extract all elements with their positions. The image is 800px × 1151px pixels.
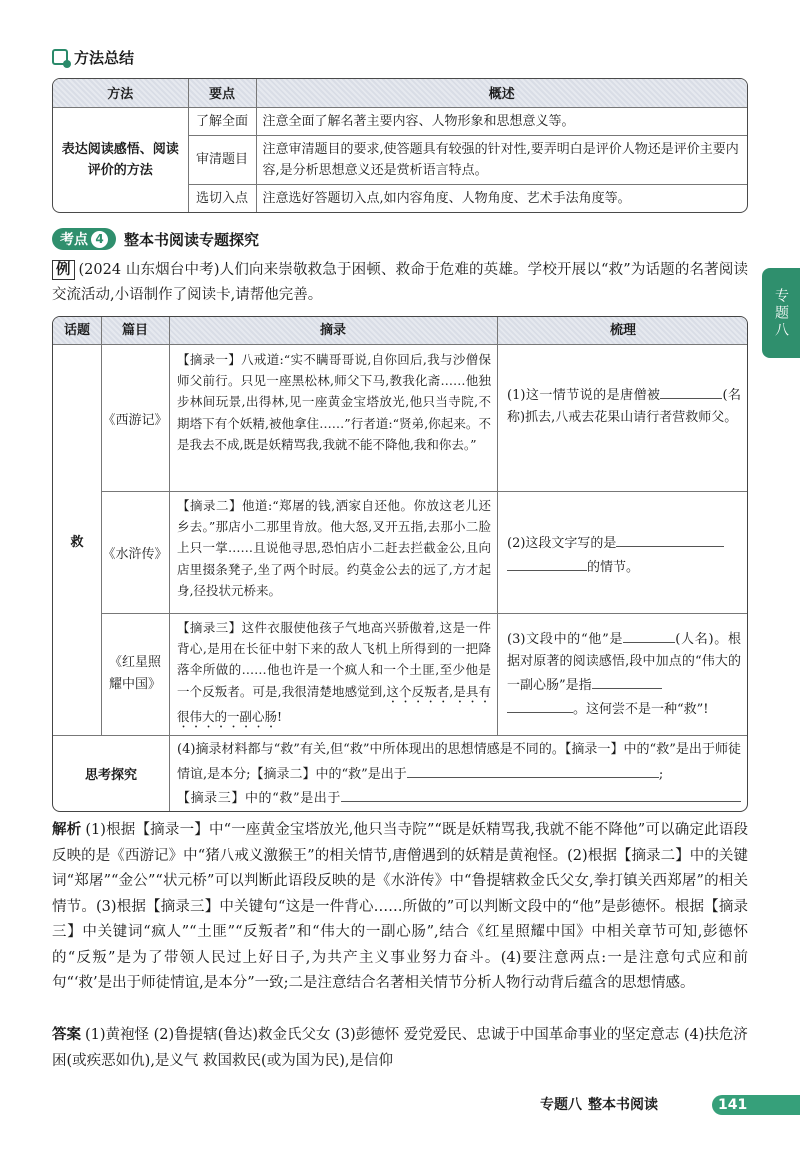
question-cell [507,531,741,579]
answer-blank[interactable] [341,786,741,802]
header-overview: 概述 [256,79,747,107]
emphasized-text: 这个反叛者,是具有很伟大的一副心肠! [177,683,491,724]
page-number: 141 [712,1095,800,1115]
method-name: 表达阅读感悟、阅读评价的方法 [53,107,188,212]
answer-blank[interactable] [507,697,573,713]
point-cell: 了解全面 [188,107,256,135]
card-header-sort: 梳理 [609,323,636,338]
method-summary-title: 方法总结 [74,48,135,67]
chapter-side-tab[interactable]: 专题八 [762,268,800,358]
question-text: 的情节。 [587,560,640,575]
question-text: (人名)。根据对原著的阅读感悟,段中加点的“伟大的一副心肠”是指 [507,632,741,693]
header-method: 方法 [53,79,188,107]
example-text: (2024 山东烟台中考)人们向来崇敬救急于困顿、救命于危难的英雄。学校开展以“救”为话题的名著阅读交流活动,小语制作了阅读卡,请帮他完善。 [52,262,748,303]
answer-section [52,1023,748,1074]
question-cell [507,627,741,721]
answer-blank[interactable] [616,531,724,547]
desc-cell: 注意全面了解名著主要内容、人物形象和思想意义等。 [256,107,747,135]
question-text: 。这何尝不是一种“救”! [573,702,709,717]
method-summary-table [52,78,748,213]
answer-blank[interactable] [592,673,662,689]
question-text: (3)文段中的“他”是 [507,632,624,647]
card-header-excerpt: 摘录 [319,323,346,338]
think-text: (4)摘录材料都与“救”有关,但“救”中所体现出的思想情感是不同的。【摘录一】中的“救”是出于师徒情谊,是本分;【摘录二】中的“救”是出于 [177,742,741,782]
book-cell: 《西游记》 [102,412,168,428]
think-text: 【摘录三】中的“救”是出于 [177,791,341,806]
topic-cell: 救 [70,534,84,550]
analysis-section [52,818,748,997]
answer-blank[interactable] [660,383,722,399]
desc-cell: 注意审清题目的要求,使答题具有较强的针对性,要弄明白是评价人物还是评价主要内容,是分析思想意义还是赏析语言特点。 [256,135,747,184]
section-tag: 考点 [60,232,88,248]
question-text: (2)这段文字写的是 [507,536,617,551]
section-number: 4 [91,231,108,248]
think-punct: ; [658,766,664,782]
card-header-topic: 话题 [63,323,90,338]
point-cell: 审清题目 [188,135,256,184]
desc-cell: 注意选好答题切入点,如内容角度、人物角度、艺术手法角度等。 [256,184,747,212]
section-badge [52,228,116,250]
header-point: 要点 [188,79,256,107]
point-cell: 选切入点 [188,184,256,212]
analysis-text: (1)根据【摘录一】中“一座黄金宝塔放光,他只当寺院”“既是妖精骂我,我就不能不降他”可以确定此语段反映的是《西游记》中“猪八戒义激猴王”的相关情节,唐僧遇到的妖精是黄袍怪。(2)根据【摘录二】中的关键词“郑屠”“金公”“状元桥”可以判断此语段反映的是《水浒传》中“鲁提辖救金氏父女,拳打镇关西郑屠”的相关情节。(3)根据【摘录三】中关键句“这是一件背心……所做的”可以判断文段中的“他”是彭德怀。根据【摘录三】中关键词“疯人”“土匪”“反叛者”和“伟大的一副心肠”,结合《红星照耀中国》中相关章节可知,彭德怀的“反叛”是为了带领人民过上好日子,为共产主义事业努力奋斗。(4)要注意两点:一是注意句式应和前句“‘救’是出于师徒情谊,是本分”一致;二是注意结合名著相关情节分析人物行动背后蕴含的思想情感。 [52,822,749,991]
clipboard-icon [52,49,68,65]
method-summary-header [52,46,134,68]
section-heading: 整本书阅读专题探究 [124,230,260,249]
book-cell: 《水浒传》 [102,546,168,562]
answer-blank[interactable] [507,555,587,571]
answer-text: (1)黄袍怪 (2)鲁提辖(鲁达)救金氏父女 (3)彭德怀 爱党爱民、忠诚于中国革命事业的坚定意志 (4)扶危济困(或疾恶如仇),是义气 救国救民(或为国为民),是信仰 [52,1027,748,1069]
excerpt-cell: 【摘录二】他道:“郑屠的钱,洒家自还他。你放这老儿还乡去。”那店小二那里肯放。他大怒,叉开五指,去那小二脸上只一掌……且说他寻思,恐怕店小二赶去拦截金公,且向店里掇条凳子,坐了两个时辰。约莫金公去的远了,方才起身,径投状元桥来。 [177,498,491,598]
think-cell [177,739,741,812]
book-cell: 《红星照耀中国》 [109,655,162,692]
section-title [52,227,259,251]
analysis-label: 解析 [52,822,82,838]
excerpt-cell: 【摘录一】八戒道:“实不瞒哥哥说,自你回后,我与沙僧保师父前行。只见一座黑松林,师父下马,教我化斋……他独步林间玩景,出得林,见一座黄金宝塔放光,他只当寺院,不期塔下有个妖精,被他拿住……”行者道:“贤弟,你起来。不是我去不成,既是妖精骂我,我就不能不降他,我和你去。” [177,352,491,452]
example-question [52,258,748,308]
excerpt-cell [177,617,491,731]
think-label: 思考探究 [84,767,137,783]
footer-title: 整本书阅读 [588,1097,658,1113]
card-header-book: 篇目 [121,323,148,338]
excerpt-text: 【摘录三】这件衣服使他孩子气地高兴骄傲着,这是一件背心,是用在长征中射下来的敌人飞机上所得到的一把降落伞所做的……他也许是一个疯人和一个土匪,至少他是一个反叛者。可是,我很清楚地感觉到, [177,620,491,699]
card-header-row [53,317,747,345]
answer-label: 答案 [52,1027,81,1043]
question-cell [507,383,741,429]
example-tag: 例 [52,260,75,280]
question-text: (名称)抓去,八戒去花果山请行者营救师父。 [507,388,741,425]
reading-card-table [52,316,748,812]
answer-blank[interactable] [623,627,675,643]
answer-blank[interactable] [407,762,659,778]
page-footer [540,1093,658,1115]
footer-chapter: 专题八 [540,1097,582,1113]
question-text: (1)这一情节说的是唐僧被 [507,388,661,403]
